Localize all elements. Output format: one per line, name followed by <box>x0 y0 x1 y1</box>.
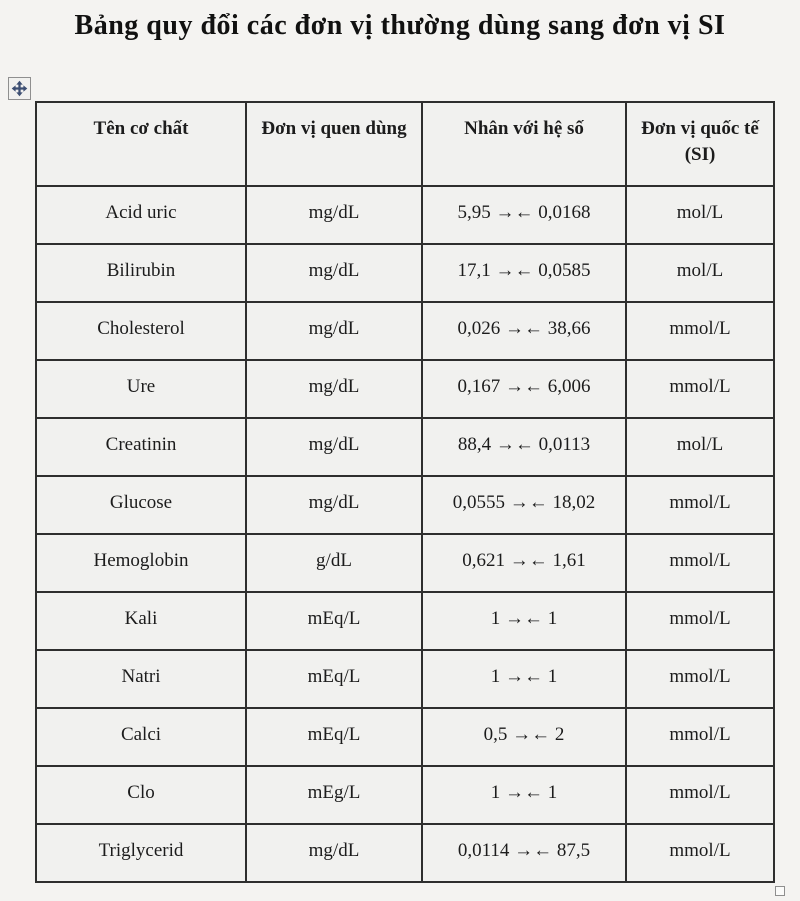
unit-cell: mg/dL <box>246 360 422 418</box>
si-unit-cell: mmol/L <box>626 360 774 418</box>
factor-cell: 1 →← 1 <box>422 650 626 708</box>
si-unit-cell: mol/L <box>626 418 774 476</box>
factor-cell: 1 →← 1 <box>422 592 626 650</box>
table-row <box>36 824 774 882</box>
move-icon <box>11 80 28 97</box>
unit-cell: mg/dL <box>246 824 422 882</box>
substance-cell: Clo <box>36 766 246 824</box>
unit-cell: mg/dL <box>246 302 422 360</box>
factor-cell: 0,621 →← 1,61 <box>422 534 626 592</box>
si-unit-cell: mmol/L <box>626 824 774 882</box>
unit-cell: mg/dL <box>246 186 422 244</box>
unit-cell: mg/dL <box>246 418 422 476</box>
table-row <box>36 708 774 766</box>
substance-cell: Triglycerid <box>36 824 246 882</box>
factor-cell: 0,0555 →← 18,02 <box>422 476 626 534</box>
table-row <box>36 418 774 476</box>
table-move-handle[interactable] <box>8 77 31 100</box>
si-unit-cell: mmol/L <box>626 592 774 650</box>
si-unit-cell: mmol/L <box>626 708 774 766</box>
header-si-unit: Đơn vị quốc tế (SI) <box>626 102 774 186</box>
factor-cell: 0,167 →← 6,006 <box>422 360 626 418</box>
substance-cell: Natri <box>36 650 246 708</box>
unit-cell: mg/dL <box>246 476 422 534</box>
header-common-unit: Đơn vị quen dùng <box>246 102 422 186</box>
table-row <box>36 244 774 302</box>
si-unit-cell: mmol/L <box>626 650 774 708</box>
si-unit-cell: mmol/L <box>626 302 774 360</box>
factor-cell: 88,4 →← 0,0113 <box>422 418 626 476</box>
header-row <box>36 102 774 186</box>
unit-cell: mEq/L <box>246 708 422 766</box>
si-unit-cell: mmol/L <box>626 476 774 534</box>
factor-cell: 17,1 →← 0,0585 <box>422 244 626 302</box>
table-resize-handle[interactable] <box>775 886 785 896</box>
table-row <box>36 592 774 650</box>
substance-cell: Ure <box>36 360 246 418</box>
table-row <box>36 476 774 534</box>
substance-cell: Glucose <box>36 476 246 534</box>
substance-cell: Bilirubin <box>36 244 246 302</box>
page-title: Bảng quy đổi các đơn vị thường dùng sang đơn vị SI <box>74 10 726 41</box>
table-row <box>36 186 774 244</box>
table-row <box>36 766 774 824</box>
si-unit-cell: mol/L <box>626 244 774 302</box>
si-unit-cell: mol/L <box>626 186 774 244</box>
factor-cell: 0,026 →← 38,66 <box>422 302 626 360</box>
unit-cell: mEq/L <box>246 592 422 650</box>
unit-cell: mg/dL <box>246 244 422 302</box>
substance-cell: Cholesterol <box>36 302 246 360</box>
substance-cell: Hemoglobin <box>36 534 246 592</box>
unit-cell: mEg/L <box>246 766 422 824</box>
factor-cell: 5,95 →← 0,0168 <box>422 186 626 244</box>
table-row <box>36 650 774 708</box>
header-factor: Nhân với hệ số <box>422 102 626 186</box>
substance-cell: Kali <box>36 592 246 650</box>
factor-cell: 0,0114 →← 87,5 <box>422 824 626 882</box>
table-row <box>36 302 774 360</box>
substance-cell: Creatinin <box>36 418 246 476</box>
table-row <box>36 360 774 418</box>
factor-cell: 1 →← 1 <box>422 766 626 824</box>
substance-cell: Calci <box>36 708 246 766</box>
table-row <box>36 534 774 592</box>
si-unit-cell: mmol/L <box>626 766 774 824</box>
factor-cell: 0,5 →← 2 <box>422 708 626 766</box>
header-substance: Tên cơ chất <box>36 102 246 186</box>
unit-conversion-table <box>35 101 775 883</box>
substance-cell: Acid uric <box>36 186 246 244</box>
si-unit-cell: mmol/L <box>626 534 774 592</box>
unit-cell: mEq/L <box>246 650 422 708</box>
unit-cell: g/dL <box>246 534 422 592</box>
